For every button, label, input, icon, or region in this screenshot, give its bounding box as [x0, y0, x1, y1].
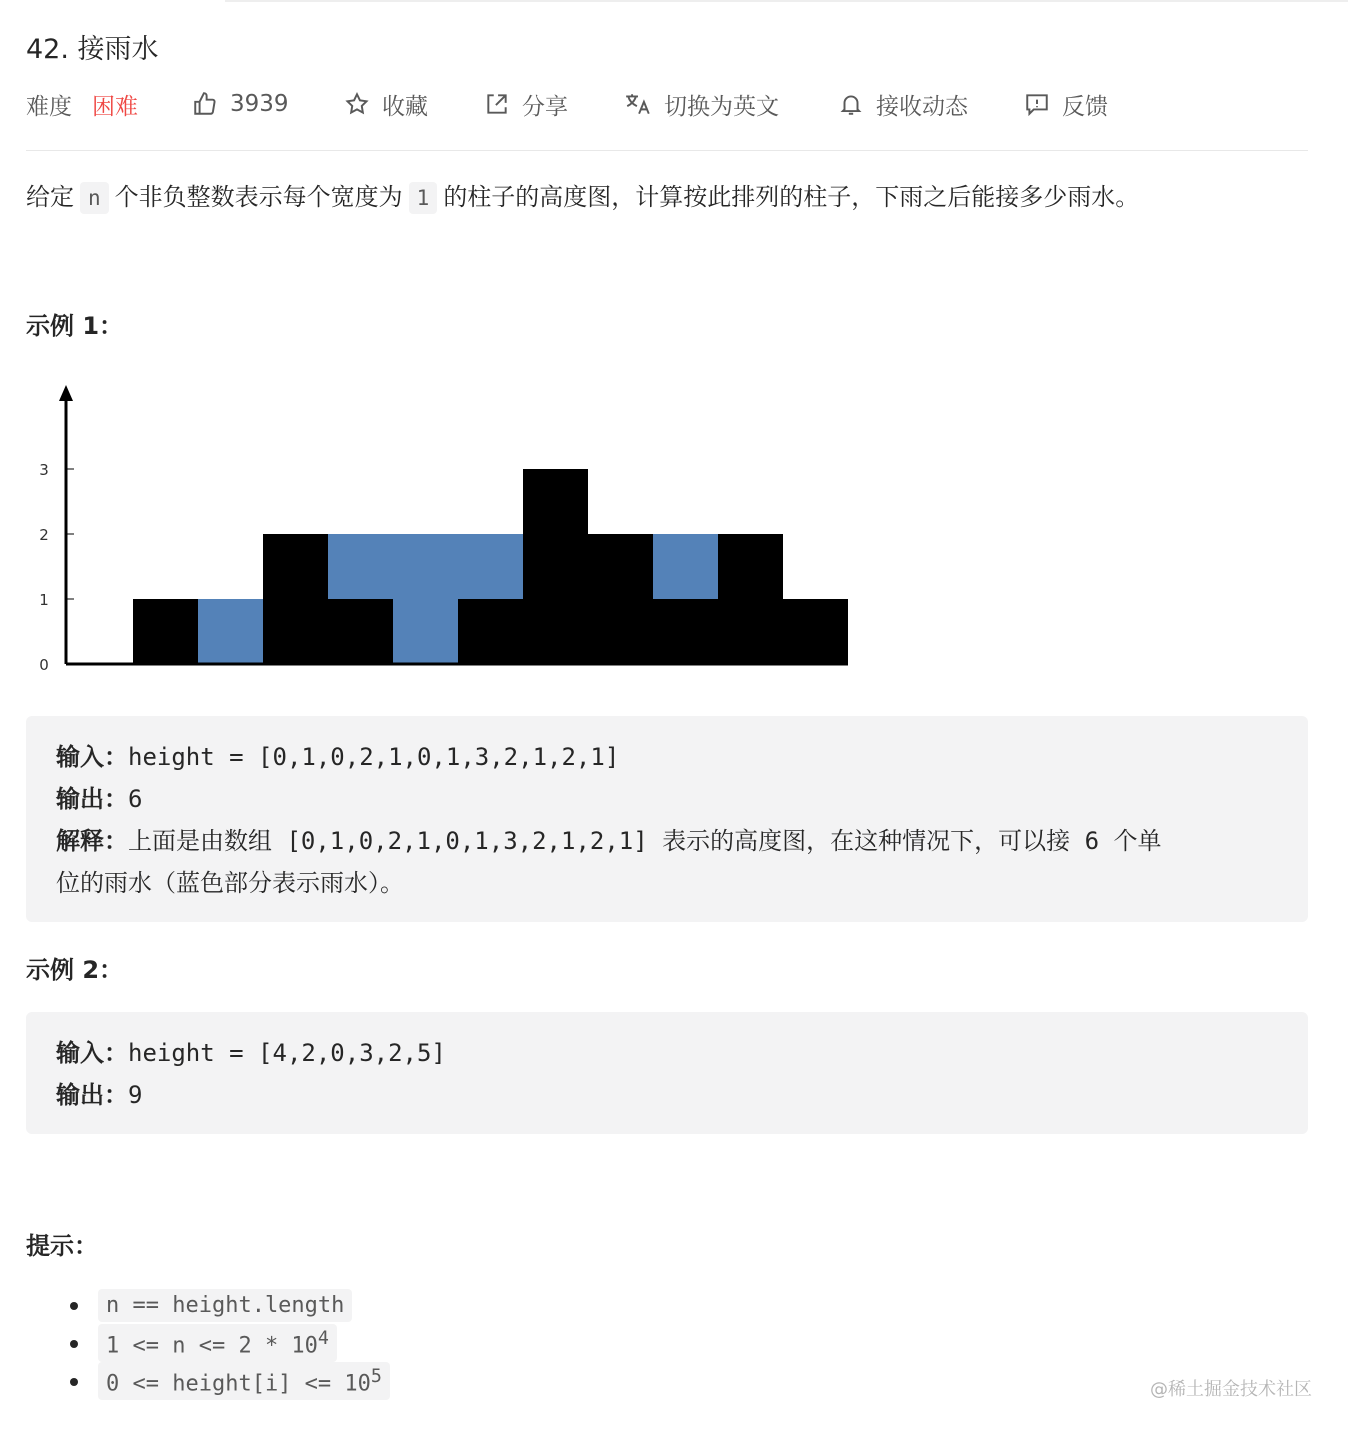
hint-code-base: 0 <= height[i] <= 10 — [106, 1371, 371, 1397]
example-1-explain-line — [56, 820, 1278, 862]
hints-list — [80, 1286, 396, 1400]
feedback-icon — [1024, 91, 1050, 117]
difficulty — [26, 84, 138, 124]
description-text: 给定 — [26, 183, 74, 211]
example-1-input-line — [56, 736, 1278, 778]
bar — [328, 599, 393, 664]
header-divider — [26, 150, 1308, 151]
explain-text: 上面是由数组 — [128, 827, 272, 855]
description-text: 个非负整数表示每个宽度为 — [114, 183, 403, 211]
y-axis-arrow — [59, 385, 73, 401]
explain-text: 表示的高度图，在这种情况下，可以接 — [662, 827, 1071, 855]
water-bar — [458, 534, 523, 599]
bar — [133, 599, 198, 664]
input-value: height = [0,1,0,2,1,0,1,3,2,1,2,1] — [128, 743, 620, 771]
water-bar — [393, 534, 458, 664]
inline-code-1: 1 — [409, 182, 438, 214]
favorite-button[interactable] — [344, 84, 428, 124]
difficulty-label: 难度 — [26, 93, 72, 120]
bar — [588, 534, 653, 664]
difficulty-value: 困难 — [92, 93, 138, 120]
water-bar — [328, 534, 393, 599]
example-2-block — [26, 1012, 1308, 1134]
top-border — [225, 0, 1348, 2]
bar — [523, 469, 588, 664]
bar — [263, 534, 328, 664]
y-tick-label: 2 — [39, 526, 49, 544]
feedback-button[interactable] — [1024, 84, 1108, 124]
explain-number: 6 — [1084, 827, 1100, 855]
star-icon — [344, 91, 370, 117]
input-label: 输入： — [56, 743, 128, 771]
water-bar — [198, 599, 263, 664]
translate-icon — [624, 91, 652, 117]
translate-label: 切换为英文 — [664, 93, 779, 120]
output-label: 输出： — [56, 785, 128, 813]
hint-code-base: 1 <= n <= 2 * 10 — [106, 1333, 318, 1359]
thumbs-up-icon — [192, 91, 218, 117]
hint-item — [80, 1286, 396, 1324]
hint-item — [80, 1362, 396, 1400]
translate-button[interactable] — [624, 84, 779, 124]
bar — [458, 599, 523, 664]
share-label: 分享 — [522, 93, 568, 120]
example-1-explain-cont: 位的雨水（蓝色部分表示雨水）。 — [56, 869, 404, 897]
example-1-title: 示例 1： — [26, 312, 124, 340]
bar — [783, 599, 848, 664]
output-label: 输出： — [56, 1081, 128, 1109]
subscribe-button[interactable] — [838, 84, 968, 124]
output-value: 6 — [128, 785, 143, 813]
feedback-label: 反馈 — [1062, 93, 1108, 120]
water-bar — [653, 534, 718, 599]
example-2-title: 示例 2： — [26, 956, 124, 984]
explain-label: 解释： — [56, 827, 128, 855]
example-1-block — [26, 716, 1308, 922]
like-count: 3939 — [230, 91, 289, 117]
bell-icon — [838, 91, 864, 117]
watermark: @稀土掘金技术社区 — [1150, 1379, 1312, 1400]
subscribe-label: 接收动态 — [876, 93, 968, 120]
example-1-output-line — [56, 778, 1278, 820]
like-button[interactable] — [192, 84, 289, 124]
share-icon — [484, 91, 510, 117]
hint-item — [80, 1324, 396, 1362]
problem-description — [26, 176, 1139, 219]
share-button[interactable] — [484, 84, 568, 124]
hint-code — [98, 1324, 337, 1362]
example-2-input-line — [56, 1032, 1278, 1074]
inline-code-n: n — [80, 182, 109, 214]
description-text: 的柱子的高度图，计算按此排列的柱子，下雨之后能接多少雨水。 — [443, 183, 1140, 211]
bar — [653, 599, 718, 664]
example-2-output-line — [56, 1074, 1278, 1116]
input-label: 输入： — [56, 1039, 128, 1067]
favorite-label: 收藏 — [382, 93, 428, 120]
y-tick-label: 3 — [39, 461, 49, 479]
hint-code-exponent: 5 — [370, 1365, 382, 1387]
input-value: height = [4,2,0,3,2,5] — [128, 1039, 446, 1067]
y-tick-label: 0 — [39, 656, 49, 674]
bar — [718, 534, 783, 664]
output-value: 9 — [128, 1081, 143, 1109]
y-tick-label: 1 — [39, 591, 49, 609]
hints-title: 提示： — [26, 1232, 98, 1260]
explain-code: [0,1,0,2,1,0,1,3,2,1,2,1] — [286, 827, 648, 855]
page-title: 42. 接雨水 — [26, 34, 159, 65]
explain-text: 个单 — [1113, 827, 1162, 855]
hint-code-exponent: 4 — [317, 1327, 329, 1349]
hint-code: n == height.length — [98, 1289, 352, 1322]
elevation-map-chart — [26, 375, 856, 675]
problem-meta-bar — [26, 84, 1316, 124]
hint-code — [98, 1362, 390, 1400]
